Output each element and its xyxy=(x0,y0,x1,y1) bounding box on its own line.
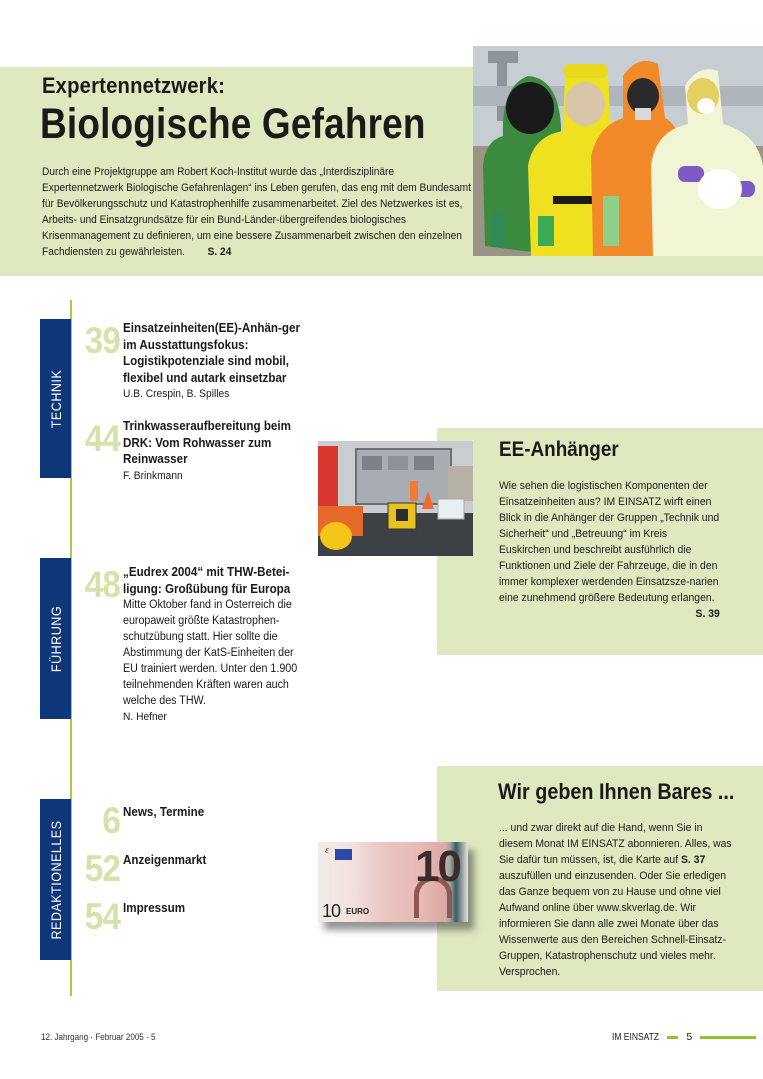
footer-magazine-name: IM EINSATZ xyxy=(612,1031,660,1043)
toc-text xyxy=(123,900,308,917)
section-label: FÜHRUNG xyxy=(47,605,64,672)
toc-title: Anzeigenmarkt xyxy=(123,853,207,867)
hero-body xyxy=(42,164,474,260)
toc-title: „Eudrex 2004“ mit THW-Betei-ligung: Großübung für Europa xyxy=(123,565,291,596)
section-tab-redaktionelles xyxy=(40,799,71,960)
ee-box-text: Wie sehen die logistischen Komponenten der Einsatzeinheiten aus? IM EINSATZ wirft einen Blick in die Anhänger der Gruppen „Technik und Sicherheit“ und „Betreuung“ im Kreis Euskirchen und beschreibt ausführlich die Funktionen und Ziele der Fahrzeuge, die in den immer komplexer werdenden Einsatzsze-narien eine zunehmend größere Bedeutung erlangen. xyxy=(499,480,720,604)
toc-text xyxy=(123,418,308,484)
toc-description: Mitte Oktober fand in Österreich die europaweit größte Katastrophen-schutzübung statt. Hier sollte die Abstimmung der KatS-Einheiten der EU trainiert werden. Unter den 1.900 teilnehmenden Kräften waren auch welche des THW. xyxy=(123,599,298,707)
hero-body-text: Durch eine Projektgruppe am Robert Koch-Institut wurde das „Interdisziplinäre Expertennetzwerk Biologische Gefahrenlagen“ ins Leben gerufen, das eng mit dem Bundesamt für Bevölkerungsschutz und Katastrophenhilfe zusammenarbeitet. Ziel des Netzwerkes ist es, Arbeits- und Einsatzgrundsätze für ein Bund-Länder-übergreifendes biologisches Krisenmanagement zu definieren, um eine bessere Zusammenarbeit zwischen den einzelnen Fachdiensten zu gewährleisten. xyxy=(42,166,471,258)
toc-page-number: 48 xyxy=(84,564,120,605)
footer-brand-block xyxy=(612,1031,756,1043)
hazmat-suits-photo xyxy=(473,46,763,256)
toc-title: News, Termine xyxy=(123,805,205,819)
toc-text xyxy=(123,320,308,402)
hazmat-suits-image xyxy=(473,46,763,256)
toc-text xyxy=(123,564,308,725)
toc-text xyxy=(123,852,308,869)
subscription-promo-body xyxy=(499,820,738,980)
banknote-value-large: 10 xyxy=(415,842,460,891)
banknote-currency: EURO xyxy=(346,907,370,916)
section-tab-fuehrung xyxy=(40,558,71,719)
promo-page-ref[interactable]: S. 37 xyxy=(680,854,706,866)
hero-page-ref[interactable]: S. 24 xyxy=(207,246,232,258)
subscription-promo-title: Wir geben Ihnen Bares ... xyxy=(498,779,735,804)
toc-page-number: 39 xyxy=(84,320,120,361)
ten-euro-banknote-image xyxy=(318,842,468,922)
toc-page-number: 54 xyxy=(84,896,120,937)
toc-text xyxy=(123,804,308,821)
banknote-signature: ε xyxy=(325,845,329,855)
footer-issue-info: 12. Jahrgang · Februar 2005 · 5 xyxy=(41,1032,156,1043)
toc-title: Trinkwasseraufbereitung beim DRK: Vom Rohwasser zum Reinwasser xyxy=(123,419,291,466)
section-label: REDAKTIONELLES xyxy=(47,819,64,940)
footer-accent-dash xyxy=(667,1036,678,1039)
footer-page-number: 5 xyxy=(686,1031,693,1043)
ee-box-body xyxy=(499,478,720,622)
toc-page-number: 52 xyxy=(84,848,120,889)
toc-title: Einsatzeinheiten(EE)-Anhän-ger im Ausstattungsfokus: Logistikpotenziale sind mobil, flexibel und autark einsetzbar xyxy=(123,321,300,385)
ee-page-ref[interactable]: S. 39 xyxy=(695,608,720,620)
toc-page-number: 6 xyxy=(102,800,120,841)
section-tab-technik xyxy=(40,319,71,478)
toc-page-number: 44 xyxy=(84,418,120,459)
hero-kicker: Expertennetzwerk: xyxy=(42,73,226,98)
footer-accent-bar xyxy=(700,1036,756,1039)
toc-title: Impressum xyxy=(123,901,186,915)
trailer-equipment-image xyxy=(318,441,473,556)
ee-box-title: EE-Anhänger xyxy=(499,438,619,461)
section-label: TECHNIK xyxy=(47,369,64,428)
promo-text-after: auszufüllen und einzusenden. Oder Sie erledigen das Ganze bequem von zu Hause und ohne viel Aufwand online über www.skverlag.de. Wir informieren Sie dann alle zwei Monate über das Wissenwerte aus den Bereichen Schnell-Einsatz-Gruppen, Katastrophenschutz und vieles mehr. Versprochen. xyxy=(499,870,727,978)
eu-flag-icon xyxy=(335,849,352,860)
hero-title: Biologische Gefahren xyxy=(40,100,426,148)
promo-text-before: ... und zwar direkt auf die Hand, wenn Sie in diesem Monat IM EINSATZ abonnieren. Alles, was Sie dafür tun müssen, ist, die Karte auf xyxy=(499,822,732,866)
toc-author: F. Brinkmann xyxy=(123,469,183,482)
toc-author: N. Hefner xyxy=(123,711,167,723)
trailer-equipment-photo xyxy=(318,441,473,556)
banknote-value-small: 10 xyxy=(322,901,341,921)
toc-author: U.B. Crespin, B. Spilles xyxy=(123,388,230,400)
